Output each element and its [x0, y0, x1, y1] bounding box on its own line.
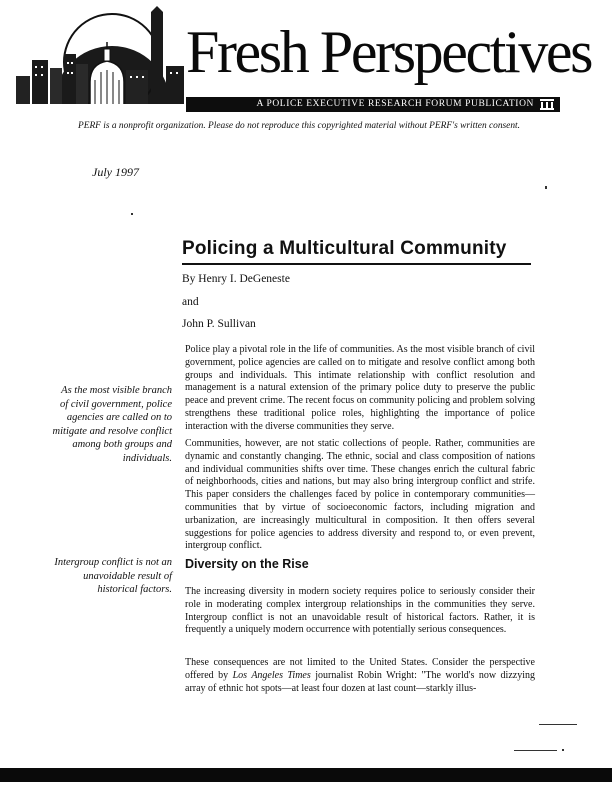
masthead-title: Fresh Perspectives — [186, 19, 592, 85]
author-line: By Henry I. DeGeneste — [182, 273, 290, 285]
bottom-bar — [0, 768, 612, 782]
skyline-logo — [16, 6, 186, 104]
author-conjunction: and — [182, 296, 199, 308]
body-paragraph: The increasing diversity in modern society requires police to seriously consider their role in moderating complex intergroup relationships in the communities they serve. Intergroup conflict is not an unavoidable result of historical factors. Rather, it is frequently a uniquely modern occurrence with potentially serious consequences. — [185, 586, 535, 636]
scan-speck — [545, 186, 547, 189]
paragraph-text: journalist Robin Wright: "The world's now dizzying array of ethnic hot spots—at least four dozen at last count—starkly illus- — [185, 669, 535, 694]
author-line: John P. Sullivan — [182, 318, 256, 330]
copyright-notice: PERF is a nonprofit organization. Please do not reproduce this copyrighted material without PERF's written consent. — [78, 121, 520, 131]
body-paragraph: Police play a pivotal role in the life of communities. As the most visible branch of civil government, police agencies are called on to mitigate and resolve conflict among both groups and individuals. This intimate relationship with conflict resolution and management is a natural extension of the primary police duty to preserve the public peace and prevent crime. The recent focus on community policing and problem solving strengthens these traditional police roles, highlighting the importance of police interaction with the diverse communities they serve. — [185, 344, 535, 432]
paragraph-text: These consequences are not limited to the United States. Consider the perspective offered by — [185, 657, 535, 681]
section-heading: Diversity on the Rise — [185, 557, 309, 571]
pillar-icon — [540, 99, 554, 110]
footnote-rule — [539, 724, 577, 725]
publication-subtitle: A POLICE EXECUTIVE RESEARCH FORUM PUBLICATION — [256, 99, 534, 109]
publication-subtitle-bar — [186, 97, 560, 112]
publication-name: Los Angeles Times — [232, 669, 311, 681]
footnote-rule — [514, 750, 557, 751]
title-underline — [182, 263, 531, 265]
pull-quote: Intergroup conflict is not an unavoidable result of historical factors. — [54, 557, 172, 595]
pull-quote: As the most visible branch of civil government, police agencies are called on to mitigate and resolve conflict among both groups and individuals. — [52, 385, 172, 464]
scan-speck — [562, 749, 564, 751]
issue-date: July 1997 — [92, 165, 139, 179]
scan-speck — [131, 213, 133, 215]
body-paragraph: Communities, however, are not static collections of people. Rather, communities are dynamic and constantly changing. The ethnic, social and class composition of nations and individual communities shifts over time. These changes enrich the cultural fabric of neighborhoods, cities and nations, but may also bring intergroup conflict and strife. This paper considers the challenges faced by police in contemporary communities—communities that by virtue of socioeconomic factors, including migration and urbanization, are increasingly multicultural in composition. It then offers several suggestions for police agencies to address diversity and respond to, or even prevent, intergroup conflict. — [185, 438, 535, 552]
body-paragraph — [185, 657, 535, 695]
article-title: Policing a Multicultural Community — [182, 238, 507, 259]
